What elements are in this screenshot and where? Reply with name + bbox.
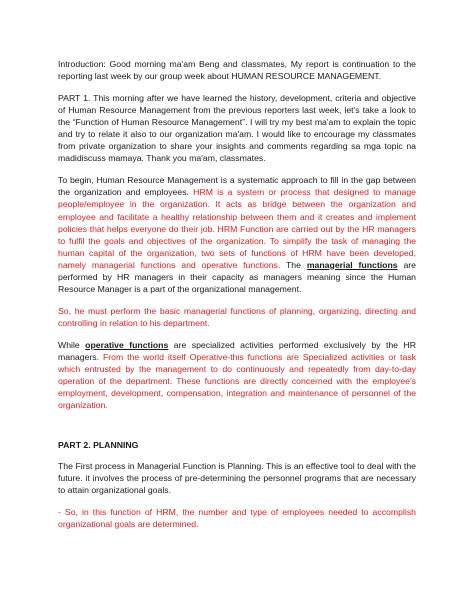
managerial-functions-term: managerial functions bbox=[306, 259, 398, 270]
part1-text: PART 1. This morning after we have learned the history, development, criteria and objective of Human Resource Management from the previous reporters last week, let's take a look to the “Function of Human Resource Management”. I will try my best ma'am to explain the topic and try to relate it also to our organization ma'am. I would like to encourage my classmates from private organization to share your insights and comments regarding sa mga topic na madidiscuss mamaya. Thank you ma'am, classmates. bbox=[58, 93, 416, 164]
definition-rest: are performed by HR managers in their capacity as managers meaning since the Human Resource Manager is a part of the organizational management. bbox=[58, 259, 416, 294]
managerial-note-paragraph bbox=[58, 305, 416, 329]
definition-highlight: HRM is a system or process that designed to manage people/employee in the organization. It acts as bridge between the organization and employee and facilitate a healthy relationship between them and it creates and implement policies that helps everyone do their job. HRM Function are carried out by the HR managers to fulfil the goals and objectives of the organization. To simplify the task of managing the human capital of the organization, two sets of functions of HRM have been developed, namely managerial functions and operative functions. bbox=[58, 187, 416, 270]
intro-text: Introduction: Good morning ma'am Beng and classmates, My report is continuation to the reporting last week by our group week about HUMAN RESOURCE MANAGEMENT. bbox=[58, 59, 416, 82]
part1-paragraph bbox=[58, 92, 416, 164]
planning-paragraph bbox=[58, 460, 416, 496]
operative-definition: are specialized activities performed exclusively by the HR managers. bbox=[58, 339, 416, 362]
definition-paragraph bbox=[58, 174, 416, 294]
definition-connector: The bbox=[280, 259, 307, 270]
planning-note-text: - So, in this function of HRM, the number and type of employees needed to accomplish organizational goals are determined. bbox=[58, 507, 416, 530]
operative-highlight: From the world itself Operative-this functions are Specialized activities or task which entrusted by the management to do continuously and repeatedly from day-to-day operation of the department. These functions are directly concerned with the employee's employment, development, compensation, integration and maintenance of personnel of the organization. bbox=[58, 351, 416, 411]
managerial-note-text: So, he must perform the basic managerial functions of planning, organizing, directing and controlling in relation to his department. bbox=[58, 305, 416, 328]
part2-heading: PART 2. PLANNING bbox=[58, 440, 139, 451]
operative-functions-term: operative functions bbox=[85, 339, 169, 350]
planning-note-paragraph bbox=[58, 506, 416, 530]
operative-paragraph bbox=[58, 339, 416, 411]
definition-intro: To begin, Human Resource Management is a systematic approach to fill in the gap between the organization and employees. bbox=[58, 175, 416, 198]
planning-text: The First process in Managerial Function is Planning. This is an effective tool to deal with the future. it involves the process of pre-determining the personnel programs that are necessary to attain organizational goals. bbox=[58, 461, 416, 496]
operative-intro: While bbox=[58, 339, 86, 350]
intro-paragraph bbox=[58, 58, 416, 82]
